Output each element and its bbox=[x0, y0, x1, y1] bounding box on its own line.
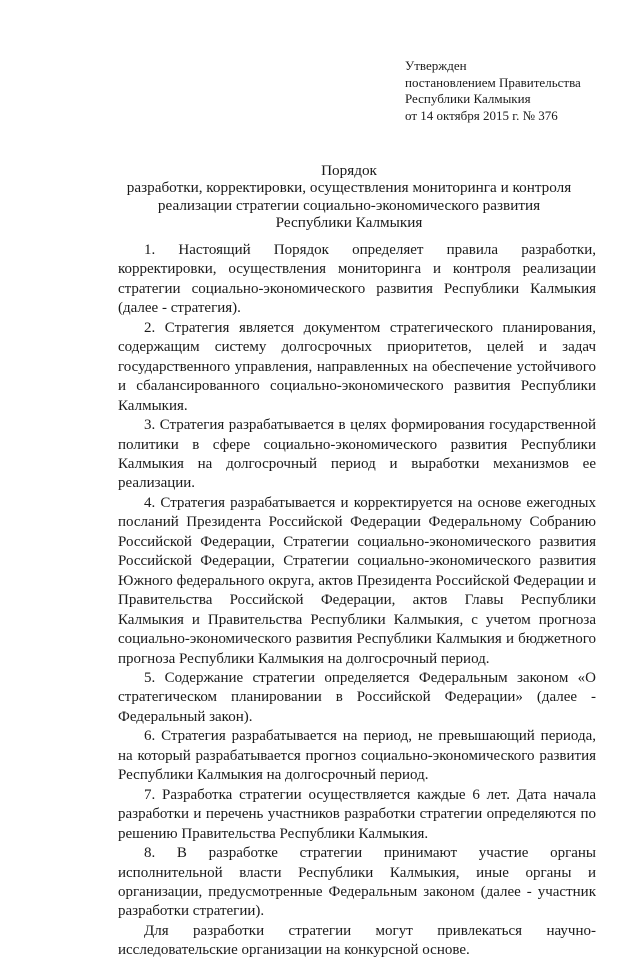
paragraph-8: 8. В разработке стратегии принимают участие органы исполнительной власти Республики Калмыкия, иные органы и организации, предусмотренные Федеральным законом (далее - участник разработки стратегии). bbox=[118, 845, 596, 920]
paragraph-1: 1. Настоящий Порядок определяет правила разработки, корректировки, осуществления мониторинга и контроля реализации стратегии социально-экономического развития Республики Калмыкия (далее - стратегия). bbox=[118, 242, 596, 317]
paragraph-5: 5. Содержание стратегии определяется Федеральным законом «О стратегическом планировании в Российской Федерации» (далее - Федеральный закон). bbox=[118, 669, 596, 725]
approval-line-2: постановлением Правительства bbox=[405, 74, 581, 90]
title-line-4: Республики Калмыкия bbox=[275, 214, 423, 232]
title-line-2: разработки, корректировки, осуществления мониторинга и контроля bbox=[126, 179, 572, 197]
approval-stamp bbox=[405, 58, 625, 124]
paragraph-4: 4. Стратегия разрабатывается и корректируется на основе ежегодных посланий Президента Российской Федерации Федеральному Собранию Российской Федерации, Стратегии социально-экономического развития Российской Федерации, Стратегии социально-экономического развития Южного федерального округа, актов Президента Российской Федерации и Правительства Российской Федерации, актов Главы Республики Калмыкия и Правительства Республики Калмыкия, с учетом прогноза социально-экономического развития Республики Калмыкия и бюджетного прогноза Республики Калмыкия на долгосрочный период. bbox=[118, 494, 596, 667]
approval-line-1: Утвержден bbox=[405, 58, 467, 73]
paragraph-2: 2. Стратегия является документом стратегического планирования, содержащим систему долгосрочных приоритетов, целей и задач государственного управления, направленных на обеспечение устойчивого и сбалансированного социально-экономического развития Республики Калмыкия. bbox=[118, 319, 596, 414]
title-line-1: Порядок bbox=[321, 162, 377, 179]
document-body bbox=[118, 241, 596, 961]
approval-line-3: Республики Калмыкия bbox=[405, 91, 531, 107]
approval-line-4: от 14 октября 2015 г. № 376 bbox=[405, 107, 558, 123]
paragraph-3: 3. Стратегия разрабатывается в целях формирования государственной политики в сфере социально-экономического развития Республики Калмыкия на долгосрочный период и выработки механизмов ее реализации. bbox=[118, 417, 596, 492]
title-line-3: реализации стратегии социально-экономического развития bbox=[157, 196, 541, 214]
paragraph-9: Для разработки стратегии могут привлекаться научно-исследовательские организации на конкурсной основе. bbox=[118, 922, 596, 959]
paragraph-6: 6. Стратегия разрабатывается на период, не превышающий периода, на который разрабатывается прогноз социально-экономического развития Республики Калмыкия на долгосрочный период. bbox=[118, 728, 596, 784]
document-title bbox=[110, 162, 588, 232]
paragraph-7: 7. Разработка стратегии осуществляется каждые 6 лет. Дата начала разработки и перечень участников разработки стратегии определяются по решению Правительства Республики Калмыкия. bbox=[118, 786, 596, 842]
